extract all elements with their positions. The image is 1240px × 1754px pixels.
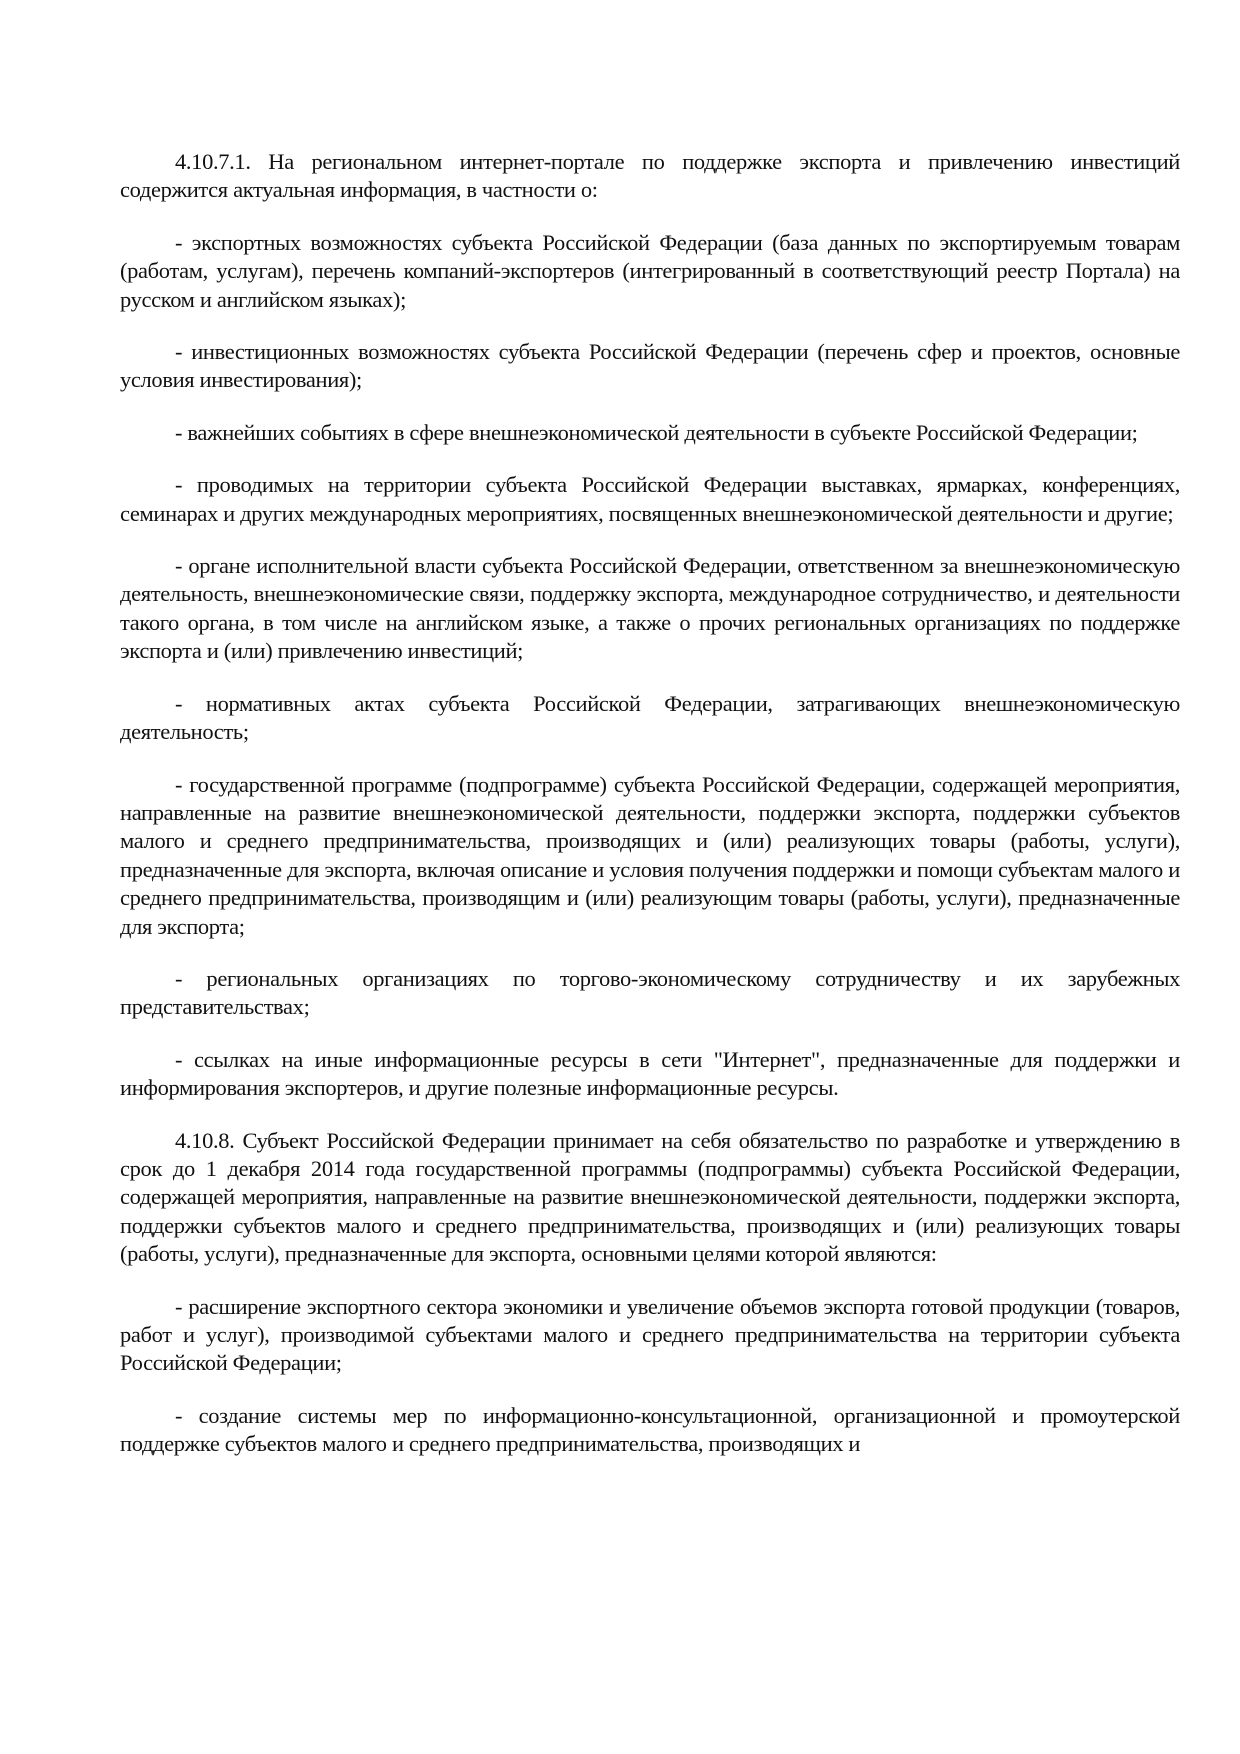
list-item: - проводимых на территории субъекта Российской Федерации выставках, ярмарках, конференциях, семинарах и других международных мероприятиях, посвященных внешнеэкономической деятельности и другие; — [120, 472, 1180, 526]
list-item: - нормативных актах субъекта Российской Федерации, затрагивающих внешнеэкономическую деятельность; — [120, 690, 1180, 745]
list-item: - создание системы мер по информационно-консультационной, организационной и промоутерской поддержке субъектов малого и среднего предпринимательства, производящих и — [120, 1402, 1180, 1457]
list-item: - ссылках на иные информационные ресурсы в сети "Интернет", предназначенные для поддержки и информирования экспортеров, и другие полезные информационные ресурсы. — [120, 1046, 1180, 1101]
list-item: - государственной программе (подпрограмме) субъекта Российской Федерации, содержащей мероприятия, направленные на развитие внешнеэкономической деятельности, поддержки экспорта, поддержки субъектов малого и среднего предпринимательства, производящих и (или) реализующих товары (работы, услуги), предназначенные для экспорта, включая описание и условия получения поддержки и помощи субъектам малого и среднего предпринимательства, производящим и (или) реализующим товары (работы, услуги), предназначенные для экспорта; — [120, 771, 1180, 939]
list-item: - экспортных возможностях субъекта Российской Федерации (база данных по экспортируемым товарам (работам, услугам), перечень компаний-экспортеров (интегрированный в соответствующий реестр Портала) на русском и английском языках); — [120, 229, 1180, 312]
paragraph-4-10-7-1: 4.10.7.1. На региональном интернет-портале по поддержке экспорта и привлечению инвестиций содержится актуальная информация, в частности о: — [120, 149, 1180, 203]
paragraph-4-10-8: 4.10.8. Субъект Российской Федерации принимает на себя обязательство по разработке и утверждению в срок до 1 декабря 2014 года государственной программы (подпрограммы) субъекта Российской Федерации, содержащей мероприятия, направленные на развитие внешнеэкономической деятельности, поддержки экспорта, поддержки субъектов малого и среднего предпринимательства, производящих и (или) реализующих товары (работы, услуги), предназначенные для экспорта, основными целями которой являются: — [120, 1127, 1180, 1267]
list-item: - важнейших событиях в сфере внешнеэкономической деятельности в субъекте Российской Федерации; — [175, 419, 1138, 445]
list-item: - региональных организациях по торгово-экономическому сотрудничеству и их зарубежных представительствах; — [120, 965, 1180, 1020]
document-page — [120, 148, 1180, 1483]
list-item: - инвестиционных возможностях субъекта Российской Федерации (перечень сфер и проектов, основные условия инвестирования); — [120, 339, 1180, 393]
list-item: - органе исполнительной власти субъекта Российской Федерации, ответственном за внешнеэкономическую деятельность, внешнеэкономические связи, поддержку экспорта, международное сотрудничество, и деятельности такого органа, в том числе на английском языке, а также о прочих региональных организациях по поддержке экспорта и (или) привлечению инвестиций; — [120, 553, 1180, 664]
list-item: - расширение экспортного сектора экономики и увеличение объемов экспорта готовой продукции (товаров, работ и услуг), производимой субъектами малого и среднего предпринимательства на территории субъекта Российской Федерации; — [120, 1293, 1180, 1376]
